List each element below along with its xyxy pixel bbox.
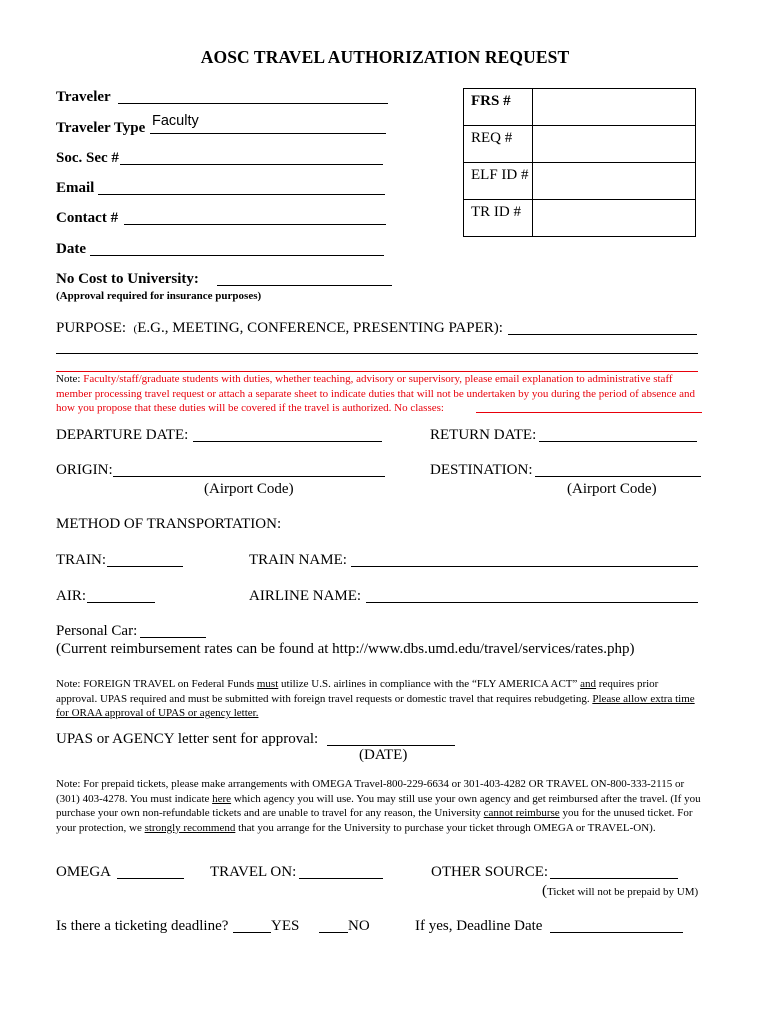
upas-date-field[interactable] [327,745,455,746]
traveler-label: Traveler [56,89,111,105]
prepaid-note-strongly: strongly recommend [144,821,236,834]
not-prepaid-paren: ( [542,883,547,899]
purpose-field-2[interactable] [56,353,698,354]
purpose-hint: E.G., MEETING, CONFERENCE, PRESENTING PAPER): [137,320,503,336]
tr-label: TR ID # [471,204,521,220]
traveler-field[interactable] [118,103,388,104]
prepaid-note-cannot: cannot reimburse [483,807,560,820]
duties-note [56,372,702,416]
departure-field[interactable] [193,441,382,442]
foreign-note-must: must [256,678,279,690]
origin-field[interactable] [113,476,385,477]
personal-car-label: Personal Car: [56,623,138,639]
soc-sec-label: Soc. Sec # [56,150,119,166]
deadline-no-field[interactable] [319,932,348,933]
upas-label: UPAS or AGENCY letter sent for approval: [56,731,319,747]
foreign-note-text-3: requires prior approval. UPAS required and must be submitted with foreign travel requests or domestic travel that requires rebudgeting. [56,678,659,705]
deadline-question: Is there a ticketing deadline? [56,918,229,934]
approval-note: (Approval required for insurance purposes) [56,290,262,302]
travel-on-label: TRAVEL ON: [210,864,297,880]
cell-divider [532,89,533,125]
not-prepaid-text: Ticket will not be prepaid by UM) [547,886,699,898]
origin-label: ORIGIN: [56,462,113,478]
purpose-paren: ( [133,323,138,335]
other-source-label: OTHER SOURCE: [431,864,549,880]
soc-sec-field[interactable] [120,164,383,165]
cell-divider [532,200,533,236]
travel-on-field[interactable] [299,878,383,879]
train-name-label: TRAIN NAME: [249,552,347,568]
page-title: AOSC TRAVEL AUTHORIZATION REQUEST [200,47,570,67]
train-field[interactable] [107,566,183,567]
contact-field[interactable] [124,224,386,225]
foreign-note-text-2: utilize U.S. airlines in compliance with the “FLY AMERICA ACT” [278,678,581,690]
omega-field[interactable] [117,878,184,879]
prepaid-note-text-2: which agency you will use. You may still use your own agency and get reimbursed after the travel. (If you purchase your own non-refundable tickets and are unable to travel for any reason, the University [56,792,701,820]
rates-note: (Current reimbursement rates can be found at http://www.dbs.umd.edu/travel/services/rates.php) [56,641,635,657]
personal-car-field[interactable] [140,637,206,638]
return-field[interactable] [539,441,697,442]
duties-note-text: Faculty/staff/graduate students with duties, whether teaching, advisory or supervisory, please email explanation to administrative staff member processing travel request or attach a separate sheet to indicate duties that will not be undertaken by you during the period of absence and how you propose that these duties will be covered if the travel is authorized. No classes: [56,373,695,415]
deadline-date-field[interactable] [550,932,683,933]
destination-airport-code: (Airport Code) [567,481,657,497]
air-field[interactable] [87,602,155,603]
purpose-label: PURPOSE: [56,320,127,336]
foreign-note-text-1: Note: FOREIGN TRAVEL on Federal Funds [56,678,257,690]
train-name-field[interactable] [351,566,698,567]
other-source-field[interactable] [550,878,678,879]
foreign-note [56,677,702,721]
email-field[interactable] [98,194,385,195]
transport-heading: METHOD OF TRANSPORTATION: [56,516,282,532]
elf-cell[interactable] [464,163,695,200]
cell-divider [532,163,533,199]
airline-name-field[interactable] [366,602,698,603]
traveler-type-label: Traveler Type [56,120,146,136]
deadline-date-label: If yes, Deadline Date [415,918,543,934]
date-field[interactable] [90,255,384,256]
tr-cell[interactable] [464,200,695,236]
frs-label: FRS # [471,93,511,109]
no-cost-label: No Cost to University: [56,271,199,287]
omega-label: OMEGA [56,864,111,880]
id-box [463,88,696,237]
return-label: RETURN DATE: [430,427,537,443]
date-label: Date [56,241,86,257]
prepaid-note-text-3: you for the unused ticket. For your protection, we [56,807,693,834]
prepaid-note [56,777,702,835]
prepaid-note-text-4: that you arrange for the University to purchase your ticket through OMEGA or TRAVEL-ON). [235,821,656,834]
foreign-note-allow: Please allow extra time for ORAA approval of UPAS or agency letter. [56,692,695,720]
purpose-line [56,320,503,337]
deadline-no-label: NO [348,918,370,934]
airline-name-label: AIRLINE NAME: [249,588,362,604]
upas-date-caption: (DATE) [359,747,408,763]
duties-note-prefix: Note: [56,373,84,385]
air-label: AIR: [56,588,86,604]
origin-airport-code: (Airport Code) [204,481,294,497]
not-prepaid-note [542,882,698,900]
no-classes-field[interactable] [476,412,702,413]
no-cost-field[interactable] [217,285,392,286]
destination-field[interactable] [535,476,701,477]
deadline-yes-field[interactable] [233,932,271,933]
req-cell[interactable] [464,126,695,163]
deadline-yes-label: YES [271,918,300,934]
frs-cell[interactable] [464,89,695,126]
purpose-field[interactable] [508,334,697,335]
departure-label: DEPARTURE DATE: [56,427,189,443]
traveler-type-value[interactable]: Faculty [152,113,199,129]
email-label: Email [56,180,95,196]
prepaid-note-text-1: Note: For prepaid tickets, please make arrangements with OMEGA Travel-800-229-6634 or 301-403-4282 OR TRAVEL ON-800-333-2115 or (301) 403-4278. You must indicate [56,778,685,805]
prepaid-note-here: here [212,792,232,805]
elf-label: ELF ID # [471,167,529,183]
req-label: REQ # [471,130,513,146]
traveler-type-field[interactable] [150,133,386,134]
contact-label: Contact # [56,210,119,226]
train-label: TRAIN: [56,552,106,568]
destination-label: DESTINATION: [430,462,533,478]
cell-divider [532,126,533,162]
foreign-note-and: and [580,678,597,690]
